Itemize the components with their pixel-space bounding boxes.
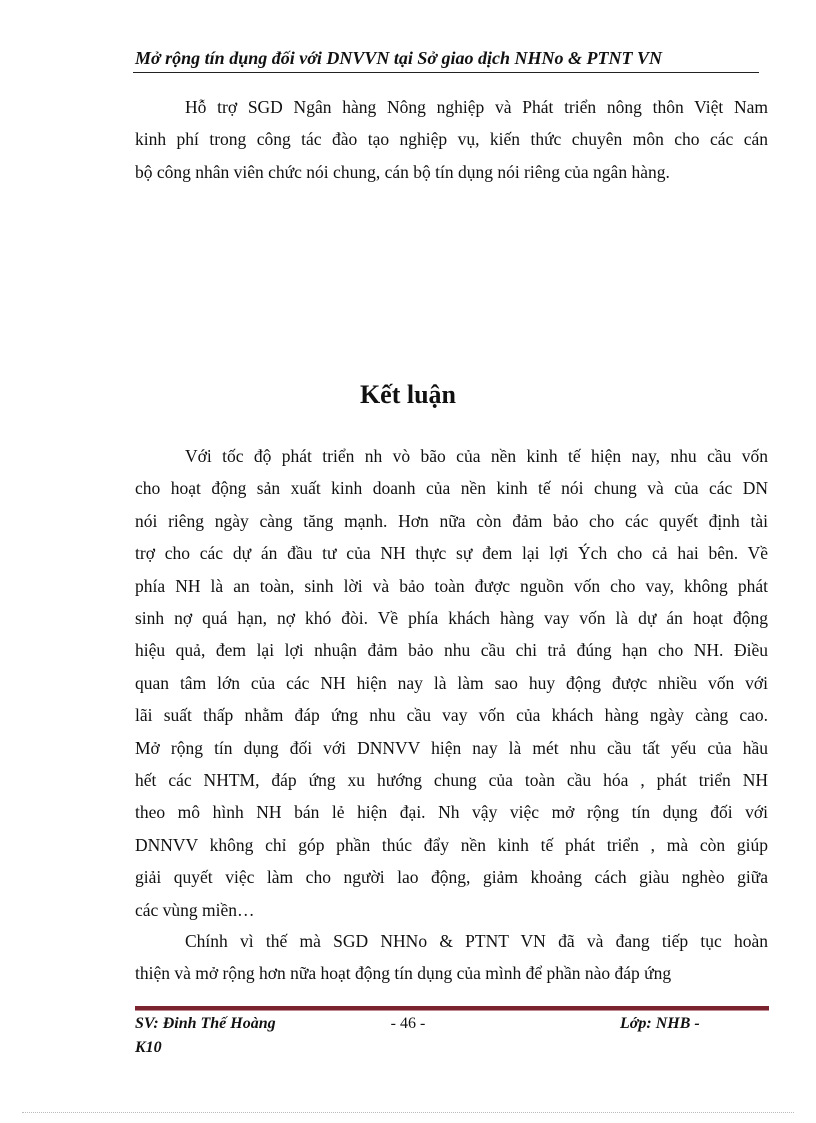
- text-line: nói riêng ngày càng tăng mạnh. Hơn nữa còn đảm bảo cho các quyết định tài: [135, 510, 768, 531]
- text-line: Mở rộng tín dụng đối với DNNVV hiện nay là mét nhu cầu tất yếu của hầu: [135, 737, 768, 758]
- text-line: thiện và mở rộng hơn nữa hoạt động tín dụng của mình để phần nào đáp ứng: [135, 963, 672, 984]
- footer-class: Lớp: NHB -: [620, 1015, 700, 1032]
- text-line: hết các NHTM, đáp ứng xu hướng chung của toàn cầu hóa , phát triển NH: [135, 770, 768, 790]
- text-line: Với tốc độ phát triển nh vò bão của nền kinh tế hiện nay, nhu cầu vốn: [185, 446, 768, 466]
- text-line: bộ công nhân viên chức nói chung, cán bộ tín dụng nói riêng của ngân hàng.: [135, 161, 670, 182]
- text-line: Chính vì thế mà SGD NHNo & PTNT VN đã và đang tiếp tục hoàn: [185, 931, 768, 951]
- page-border: [22, 1112, 794, 1113]
- text-line: DNNVV không chỉ góp phần thúc đẩy nền kinh tế phát triển , mà còn giúp: [135, 834, 768, 855]
- text-line: lãi suất thấp nhằm đáp ứng nhu cầu vay vốn của khách hàng ngày càng cao.: [135, 705, 768, 726]
- text-line: trợ cho các dự án đầu tư của NH thực sự đem lại lợi Ých cho cả hai bên. Về: [135, 543, 768, 564]
- header-rule: [133, 72, 759, 73]
- text-line: theo mô hình NH bán lẻ hiện đại. Nh vậy việc mở rộng tín dụng đối với: [135, 802, 768, 823]
- text-line: kinh phí trong công tác đào tạo nghiệp vụ, kiến thức chuyên môn cho các cán: [135, 129, 768, 150]
- section-title: Kết luận: [359, 380, 457, 409]
- footer-rule: [135, 1006, 769, 1011]
- footer-student: SV: Đinh Thế Hoàng: [135, 1015, 276, 1032]
- running-header: Mở rộng tín dụng đối với DNVVN tại Sở giao dịch NHNo & PTNT VN: [135, 48, 663, 68]
- page-number: - 46 -: [390, 1015, 426, 1032]
- text-line: Hỗ trợ SGD Ngân hàng Nông nghiệp và Phát triển nông thôn Việt Nam: [185, 97, 768, 117]
- footer-student-cont: K10: [135, 1039, 162, 1056]
- text-line: các vùng miền…: [135, 899, 255, 920]
- text-line: hiệu quả, đem lại lợi nhuận đảm bảo nhu cầu chi trả đúng hạn cho NH. Điều: [135, 640, 768, 661]
- text-line: phía NH là an toàn, sinh lời và bảo toàn được nguồn vốn cho vay, không phát: [135, 575, 768, 596]
- text-line: cho hoạt động sản xuất kinh doanh của nền kinh tế nói chung và của các DN: [135, 478, 768, 499]
- text-line: sinh nợ quá hạn, nợ khó đòi. Về phía khách hàng vay vốn là dự án hoạt động: [135, 608, 768, 628]
- text-line: giải quyết việc làm cho người lao động, giảm khoảng cách giàu nghèo giữa: [135, 867, 768, 888]
- text-line: quan tâm lớn của các NH hiện nay là làm sao huy động được nhiều vốn với: [135, 672, 768, 693]
